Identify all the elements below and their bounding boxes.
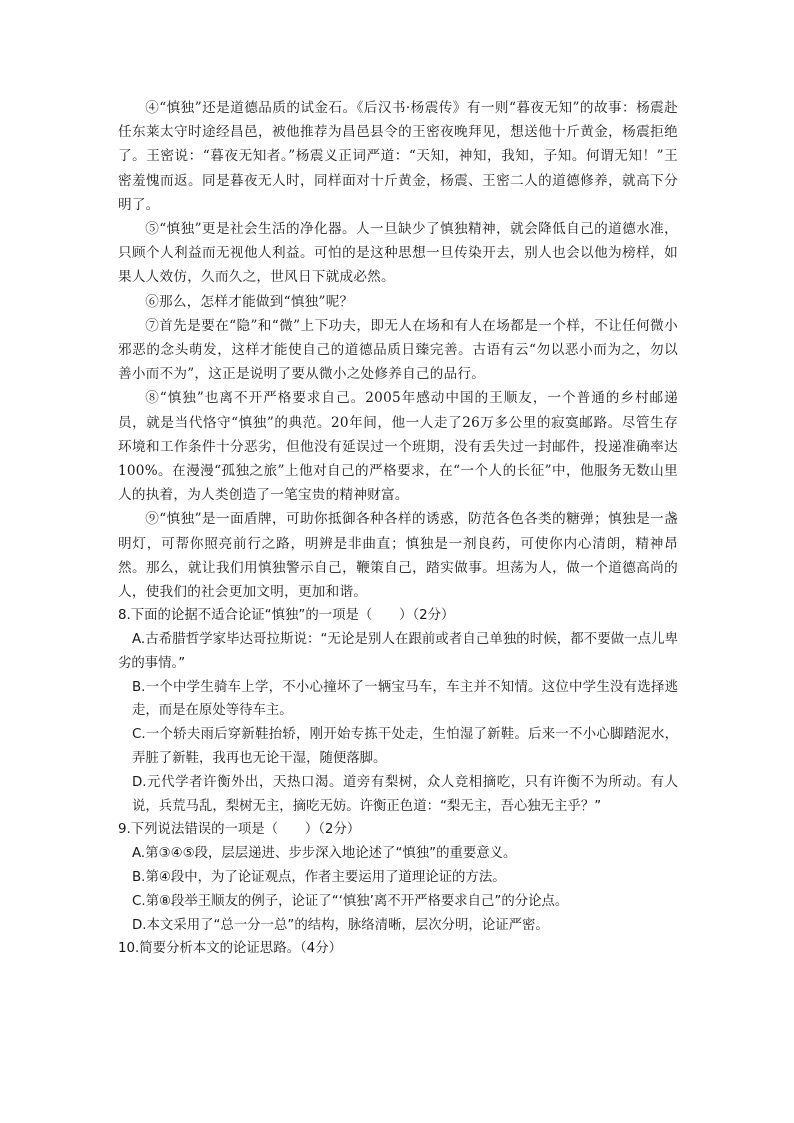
paragraph-6: ⑥那么，怎样才能做到“慎独”呢？ <box>145 293 354 310</box>
paragraph-8: ⑧“慎独”也离不开严格要求自己。2005年感动中国的王顺友，一个普通的乡村邮递员，就是当代恪守“慎独”的典范。20年间，他一人走了26万多公里的寂寞邮路。尽管生存环境和工作条件十分恶劣，但他没有延误过一个班期，没有丢失过一封邮件，投递准确率达100%。在漫漫“孤独之旅”上他对自己的严格要求，在“一个人的长征”中，他服务无数山里人的执着，为人类创造了一笔宝贵的精神财富。 <box>118 390 678 504</box>
paragraph-7: ⑦首先是要在“隐”和“微”上下功夫，即无人在场和有人在场都是一个样，不让任何微小邪恶的念头萌发，这样才能使自己的道德品质日臻完善。古语有云“勿以恶小而为之，勿以善小而不为”，这正是说明了要从微小之处修养自己的品行。 <box>118 317 678 383</box>
question-9-option-a: A.第③④⑤段，层层递进、步步深入地论述了“慎独”的重要意义。 <box>132 846 517 862</box>
question-8-option-c: C.一个轿夫雨后穿新鞋抬轿，刚开始专拣干处走，生怕湿了新鞋。后来一不小心脚踏泥水，弄脏了新鞋，我再也无论干湿，随便落脚。 <box>132 727 678 767</box>
paragraph-5: ⑤“慎独”更是社会生活的净化器。人一旦缺少了慎独精神，就会降低自己的道德水准，只顾个人利益而无视他人利益。可怕的是这种思想一旦传染开去，别人也会以他为榜样，如果人人效仿，久而久之，世风日下就成必然。 <box>118 221 678 286</box>
question-8-stem: 8.下面的论据不适合论证“慎独”的一项是（ ）（2分） <box>118 608 455 624</box>
paragraph-4: ④“慎独”还是道德品质的试金石。《后汉书·杨震传》有一则“暮夜无知”的故事：杨震赴任东莱太守时途经昌邑，被他推荐为昌邑县令的王密夜晚拜见，想送他十斤黄金，杨震拒绝了。王密说：“暮夜无知者。”杨震义正词严道：“天知，神知，我知，子知。何谓无知！”王密羞愧而返。同是暮夜无人时，同样面对十斤黄金，杨震、王密二人的道德修养，就高下分明了。 <box>118 100 678 213</box>
exam-page <box>118 96 678 961</box>
question-9-option-d: D.本文采用了“总一分一总”的结构，脉络清晰，层次分明，论证严密。 <box>132 917 549 933</box>
question-8-option-a: A.古希腊哲学家毕达哥拉斯说：“无论是别人在跟前或者自己单独的时候，都不要做一点儿卑劣的事情。” <box>118 632 678 671</box>
question-8-option-b: B.一个中学生骑车上学，不小心撞坏了一辆宝马车，车主并不知情。这位中学生没有选择逃走，而是在原处等待车主。 <box>132 679 678 719</box>
paragraph-9: ⑨“慎独”是一面盾牌，可助你抵御各种各样的诱惑，防范各色各类的糖弹；慎独是一盏明灯，可帮你照亮前行之路，明辨是非曲直；慎独是一剂良药，可使你内心清朗，精神昂然。那么，就让我们用慎独警示自己，鞭策自己，踏实做事。坦荡为人，做一个道德高尚的人，使我们的社会更加文明，更加和谐。 <box>118 511 678 601</box>
question-9-stem: 9.下列说法错误的一项是（ ）（2分） <box>118 822 361 838</box>
question-8-option-d: D.元代学者许衡外出，天热口渴。道旁有梨树，众人竞相摘吃，只有许衡不为所动。有人说，兵荒马乱，梨树无主，摘吃无妨。许衡正色道：“梨无主，吾心独无主乎？” <box>132 774 678 814</box>
question-10-stem: 10.简要分析本文的论证思路。（4分） <box>118 941 342 957</box>
question-9-option-b: B.第④段中，为了论证观点，作者主要运用了道理论证的方法。 <box>132 870 506 886</box>
question-9-option-c: C.第⑧段举王顺友的例子，论证了“‘慎独’离不开严格要求自己”的分论点。 <box>132 893 569 909</box>
